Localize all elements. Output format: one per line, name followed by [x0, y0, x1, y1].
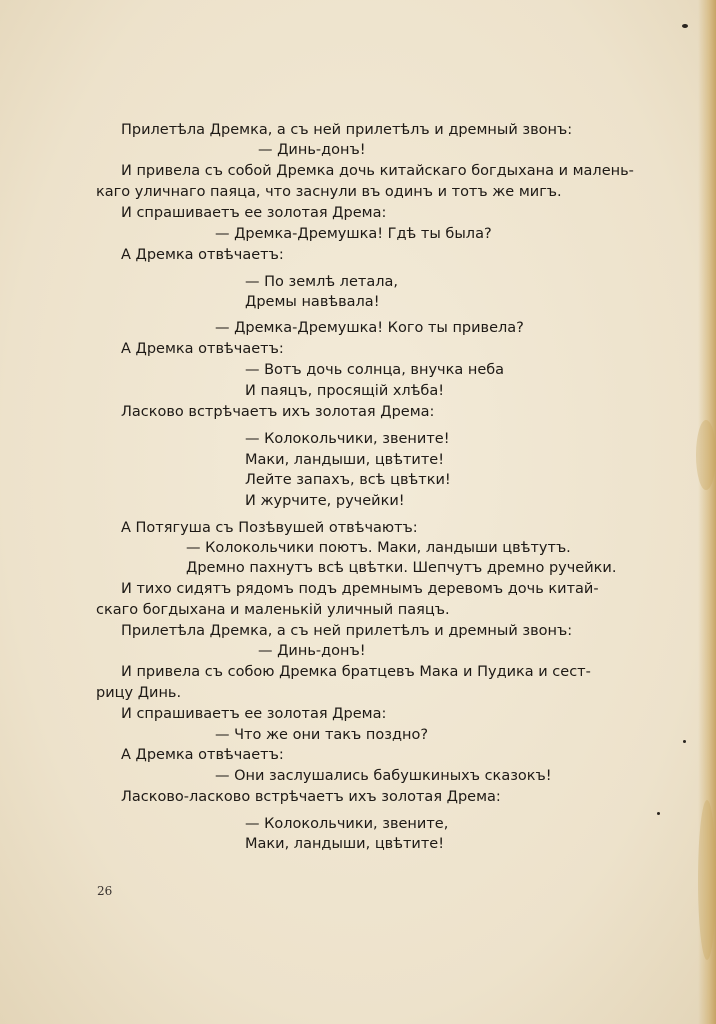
text-line: И паяцъ, просящій хлѣба!: [245, 383, 445, 399]
text-line: А Дремка отвѣчаетъ:: [121, 247, 284, 263]
text-line: Дремно пахнутъ всѣ цвѣтки. Шепчутъ дремно ручейки.: [186, 560, 617, 576]
text-line: И тихо сидятъ рядомъ подъ дремнымъ деревомъ дочь китай-: [121, 581, 599, 597]
text-line: рицу Динь.: [96, 685, 182, 701]
text-line: Ласково встрѣчаетъ ихъ золотая Дрема:: [121, 404, 435, 420]
text-line: скаго богдыхана и маленькій уличный паяцъ.: [96, 602, 450, 618]
text-line: И спрашиваетъ ее золотая Дрема:: [121, 205, 387, 221]
text-line: — Динь-донъ!: [258, 142, 366, 158]
text-line: И привела съ собою Дремка братцевъ Мака и Пудика и сест-: [121, 664, 591, 680]
text-line: И привела съ собой Дремка дочь китайскаго богдыхана и малень-: [121, 163, 634, 179]
text-line: — По землѣ летала,: [245, 274, 398, 290]
text-line: — Колокольчики поютъ. Маки, ландыши цвѣтутъ.: [186, 540, 571, 556]
text-line: Прилетѣла Дремка, а съ ней прилетѣлъ и дремный звонъ:: [121, 122, 573, 138]
text-line: — Колокольчики, звените!: [245, 431, 450, 447]
text-line: — Они заслушались бабушкиныхъ сказокъ!: [215, 768, 552, 784]
text-line: — Дремка-Дремушка! Кого ты привела?: [215, 320, 524, 336]
text-line: — Дремка-Дремушка! Гдѣ ты была?: [215, 226, 492, 242]
text-line: И журчите, ручейки!: [245, 493, 405, 509]
text-line: А Дремка отвѣчаетъ:: [121, 747, 284, 763]
text-line: — Вотъ дочь солнца, внучка неба: [245, 362, 505, 378]
text-line: А Потягуша съ Позѣвушей отвѣчаютъ:: [121, 520, 418, 536]
text-line: А Дремка отвѣчаетъ:: [121, 341, 284, 357]
text-line: И спрашиваетъ ее золотая Дрема:: [121, 706, 387, 722]
text-line: Дремы навѣвала!: [245, 294, 380, 310]
text-line: — Колокольчики, звените,: [245, 816, 449, 832]
text-line: — Что же они такъ поздно?: [215, 727, 429, 743]
text-line: Лейте запахъ, всѣ цвѣтки!: [245, 472, 451, 488]
text-line: Маки, ландыши, цвѣтите!: [245, 452, 445, 468]
page-number: 26: [97, 884, 113, 898]
text-line: — Динь-донъ!: [258, 643, 366, 659]
text-line: Ласково-ласково встрѣчаетъ ихъ золотая Дрема:: [121, 789, 501, 805]
text-line: каго уличнаго паяца, что заснули въ одинъ и тотъ же мигъ.: [96, 184, 562, 200]
text-line: Прилетѣла Дремка, а съ ней прилетѣлъ и дремный звонъ:: [121, 623, 573, 639]
text-line: Маки, ландыши, цвѣтите!: [245, 836, 445, 852]
